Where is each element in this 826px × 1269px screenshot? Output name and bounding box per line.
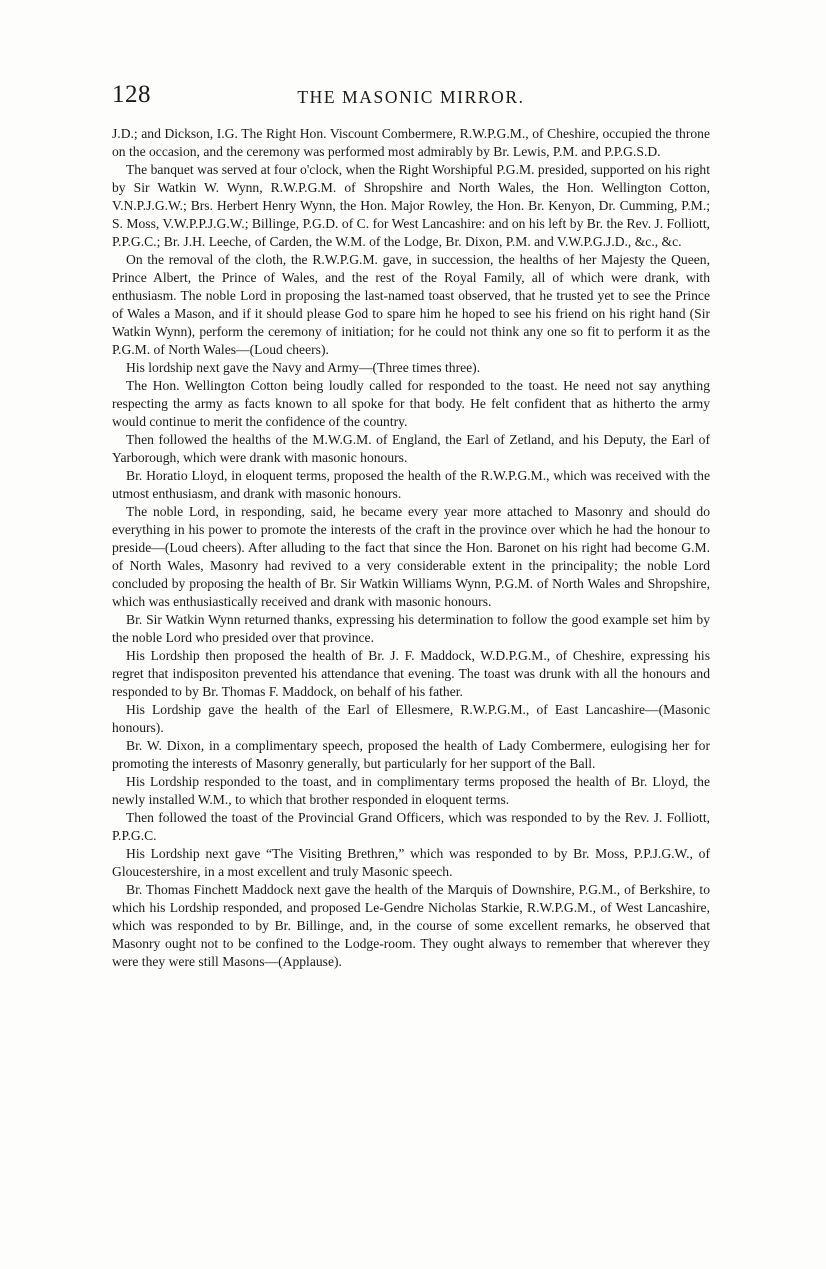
paragraph: J.D.; and Dickson, I.G. The Right Hon. Viscount Combermere, R.W.P.G.M., of Cheshire, occupied the throne on the occasion, and the ceremony was performed most admirably by Br. Lewis, P.M. and P.P.G.S.D. xyxy=(112,126,710,159)
paragraph: Then followed the toast of the Provincial Grand Officers, which was responded to by the Rev. J. Folliott, P.P.G.C. xyxy=(112,810,710,843)
page-header xyxy=(112,80,710,114)
running-title: THE MASONIC MIRROR. xyxy=(297,87,525,107)
paragraph: The Hon. Wellington Cotton being loudly called for responded to the toast. He need not say anything respecting the army as facts known to all spoke for that body. He felt confident that as hitherto the army would continue to merit the confidence of the country. xyxy=(112,378,710,429)
paragraph: His Lordship responded to the toast, and in complimentary terms proposed the health of Br. Lloyd, the newly installed W.M., to which that brother responded in eloquent terms. xyxy=(112,774,710,807)
paragraph: His Lordship next gave “The Visiting Brethren,” which was responded to by Br. Moss, P.P.J.G.W., of Gloucestershire, in a most excellent and truly Masonic speech. xyxy=(112,846,710,879)
paragraph: Br. W. Dixon, in a complimentary speech, proposed the health of Lady Combermere, eulogising her for promoting the interests of Masonry generally, but particularly for her support of the Ball. xyxy=(112,738,710,771)
article-body xyxy=(112,125,710,971)
paragraph: Br. Sir Watkin Wynn returned thanks, expressing his determination to follow the good example set him by the noble Lord who presided over that province. xyxy=(112,612,710,645)
paragraph: On the removal of the cloth, the R.W.P.G.M. gave, in succession, the healths of her Majesty the Queen, Prince Albert, the Prince of Wales, and the rest of the Royal Family, all of which were drank, with enthusiasm. The noble Lord in proposing the last-named toast observed, that he trusted yet to see the Prince of Wales a Mason, and if it should please God to spare him he hoped to see his friend on his right hand (Sir Watkin Wynn), perform the ceremony of initiation; for he could not think any one so fit to perform it as the P.G.M. of North Wales—(Loud cheers). xyxy=(112,252,710,357)
paragraph: The banquet was served at four o'clock, when the Right Worshipful P.G.M. presided, supported on his right by Sir Watkin W. Wynn, R.W.P.G.M. of Shropshire and North Wales, the Hon. Wellington Cotton, V.N.P.J.G.W.; Brs. Herbert Henry Wynn, the Hon. Major Rowley, the Hon. Br. Kenyon, Dr. Cumming, P.M.; S. Moss, V.W.P.P.J.G.W.; Billinge, P.G.D. of C. for West Lancashire: and on his left by Br. the Rev. J. Folliott, P.P.G.C.; Br. J.H. Leeche, of Carden, the W.M. of the Lodge, Br. Dixon, P.M. and V.W.P.G.J.D., &c., &c. xyxy=(112,162,710,249)
page-number: 128 xyxy=(112,81,151,108)
paragraph: His lordship next gave the Navy and Army—(Three times three). xyxy=(126,360,481,375)
paragraph: Br. Horatio Lloyd, in eloquent terms, proposed the health of the R.W.P.G.M., which was received with the utmost enthusiasm, and drank with masonic honours. xyxy=(112,468,710,501)
paragraph: Br. Thomas Finchett Maddock next gave the health of the Marquis of Downshire, P.G.M., of Berkshire, to which his Lordship responded, and proposed Le-Gendre Nicholas Starkie, R.W.P.G.M., of West Lancashire, which was responded to by Br. Billinge, and, in the course of some excellent remarks, he observed that Masonry ought not to be confined to the Lodge-room. They ought always to remember that wherever they were they were still Masons—(Applause). xyxy=(112,882,710,969)
paragraph: The noble Lord, in responding, said, he became every year more attached to Masonry and should do everything in his power to promote the interests of the craft in the province over which he had the honour to preside—(Loud cheers). After alluding to the fact that since the Hon. Baronet on his right had become G.M. of North Wales, Masonry had revived to a very considerable extent in the principality; the noble Lord concluded by proposing the health of Br. Sir Watkin Williams Wynn, P.G.M. of North Wales and Shropshire, which was enthusiastically received and drank with masonic honours. xyxy=(112,504,710,609)
paragraph: His Lordship gave the health of the Earl of Ellesmere, R.W.P.G.M., of East Lancashire—(Masonic honours). xyxy=(112,702,710,735)
paragraph: Then followed the healths of the M.W.G.M. of England, the Earl of Zetland, and his Deputy, the Earl of Yarborough, which were drank with masonic honours. xyxy=(112,432,710,465)
paragraph: His Lordship then proposed the health of Br. J. F. Maddock, W.D.P.G.M., of Cheshire, expressing his regret that indispositon prevented his attendance that evening. The toast was drunk with all the honours and responded to by Br. Thomas F. Maddock, on behalf of his father. xyxy=(112,648,710,699)
